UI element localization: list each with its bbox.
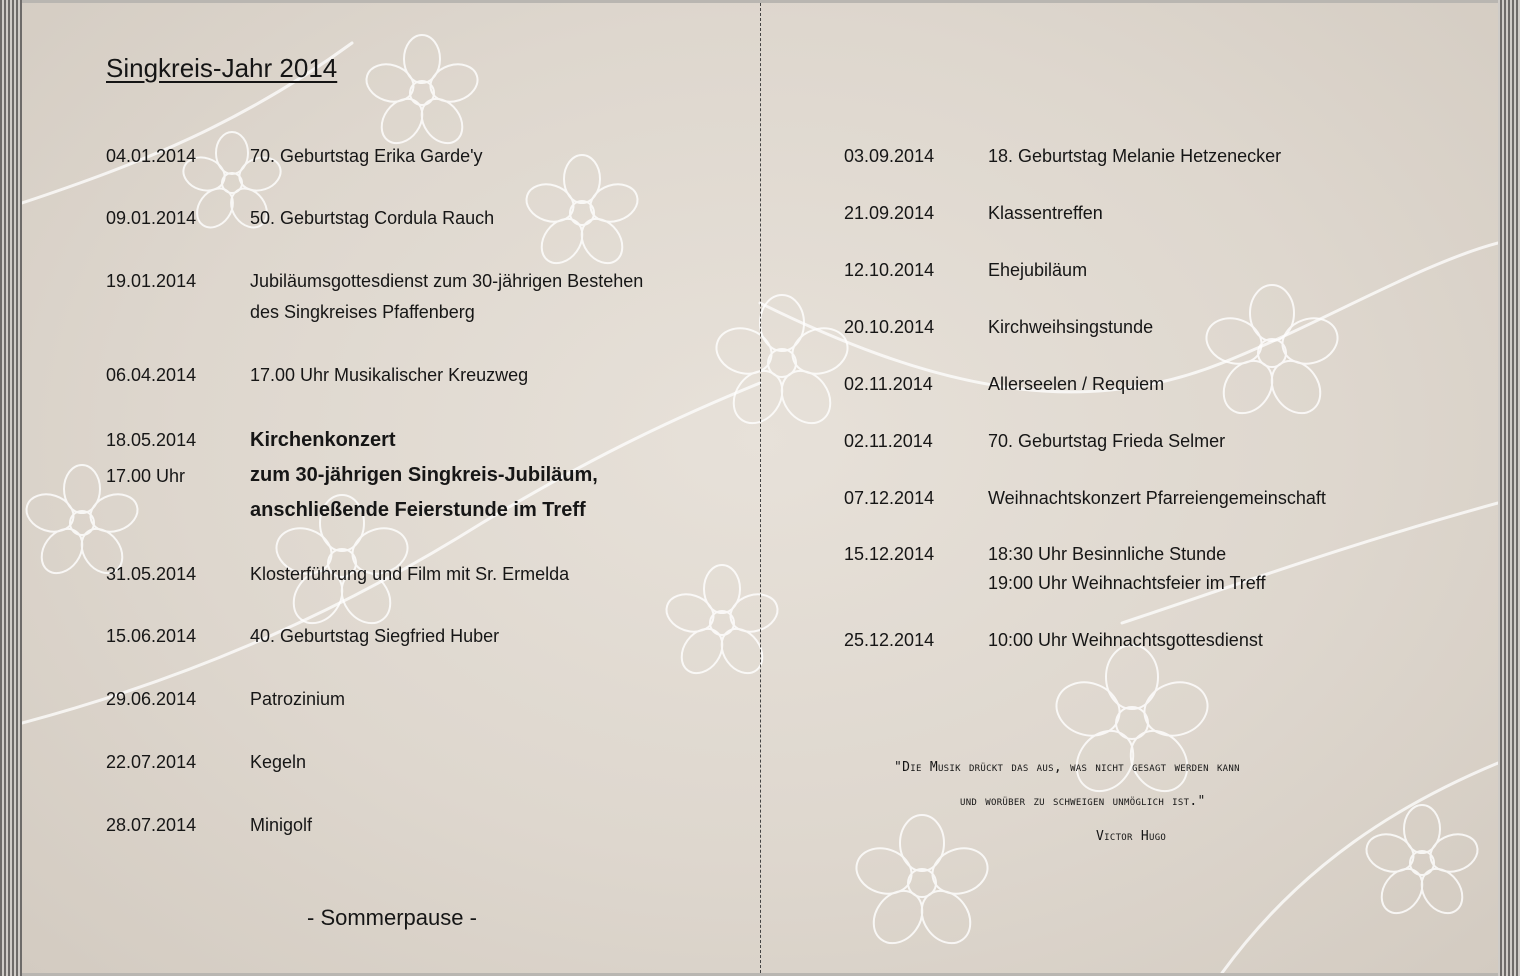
event-text: 50. Geburtstag Cordula Rauch — [250, 208, 495, 228]
event-text: Weihnachtskonzert Pfarreiengemeinschaft — [988, 488, 1326, 508]
event-text: Kirchweihsingstunde — [988, 317, 1154, 337]
event-date: 04.01.2014 — [106, 146, 197, 166]
concert-line-2: zum 30-jährigen Singkreis-Jubiläum, — [250, 464, 598, 486]
event-text: 18:30 Uhr Besinnliche Stunde — [988, 544, 1227, 564]
event-text: 70. Geburtstag Frieda Selmer — [988, 431, 1226, 451]
event-date: 15.12.2014 — [844, 544, 935, 564]
event-text: 10:00 Uhr Weihnachtsgottesdienst — [988, 630, 1263, 650]
event-date: 15.06.2014 — [106, 626, 197, 646]
event-date: 06.04.2014 — [106, 365, 197, 385]
event-text: 70. Geburtstag Erika Garde'y — [250, 146, 483, 166]
event-text: Minigolf — [250, 815, 313, 835]
event-date: 02.11.2014 — [844, 431, 933, 451]
page-title: Singkreis-Jahr 2014 — [106, 53, 338, 83]
event-date: 12.10.2014 — [844, 260, 935, 280]
event-text: Jubiläumsgottesdienst zum 30-jährigen Bestehen — [250, 271, 644, 291]
document-page — [22, 3, 1498, 973]
event-text-2: 19:00 Uhr Weihnachtsfeier im Treff — [988, 573, 1266, 593]
event-text: 40. Geburtstag Siegfried Huber — [250, 626, 500, 646]
event-date: 07.12.2014 — [844, 488, 935, 508]
event-date: 21.09.2014 — [844, 203, 935, 223]
event-date: 02.11.2014 — [844, 374, 933, 394]
event-date: 03.09.2014 — [844, 146, 935, 166]
event-date: 09.01.2014 — [106, 208, 197, 228]
summer-break: - Sommerpause - — [307, 905, 477, 930]
quote-author: Victor Hugo — [1096, 829, 1167, 844]
concert-line-3: anschließende Feierstunde im Treff — [250, 499, 586, 521]
event-text: Patrozinium — [250, 689, 346, 709]
event-text: Klassentreffen — [988, 203, 1103, 223]
left-frame — [0, 0, 22, 976]
event-text: Allerseelen / Requiem — [988, 374, 1165, 394]
event-date: 19.01.2014 — [106, 271, 197, 291]
event-text: Ehejubiläum — [988, 260, 1088, 280]
event-text: Klosterführung und Film mit Sr. Ermelda — [250, 564, 570, 584]
event-date: 20.10.2014 — [844, 317, 935, 337]
right-frame — [1498, 0, 1520, 976]
quote-line-1: "Die Musik drückt das aus, was nicht gesagt werden kann — [894, 760, 1240, 775]
event-date: 22.07.2014 — [106, 752, 197, 772]
quote-line-2: und worüber zu schweigen unmöglich ist." — [960, 794, 1206, 809]
event-date: 28.07.2014 — [106, 815, 197, 835]
event-text: 17.00 Uhr Musikalischer Kreuzweg — [250, 365, 529, 385]
event-date: 18.05.2014 — [106, 430, 197, 450]
event-text: Kegeln — [250, 752, 307, 772]
event-text: 18. Geburtstag Melanie Hetzenecker — [988, 146, 1282, 166]
event-text-2: des Singkreises Pfaffenberg — [250, 302, 475, 322]
event-date: 25.12.2014 — [844, 630, 935, 650]
fold-line — [760, 3, 761, 973]
concert-line-1: Kirchenkonzert — [250, 429, 396, 451]
event-date: 29.06.2014 — [106, 689, 197, 709]
event-time: 17.00 Uhr — [106, 466, 186, 486]
event-date: 31.05.2014 — [106, 564, 197, 584]
